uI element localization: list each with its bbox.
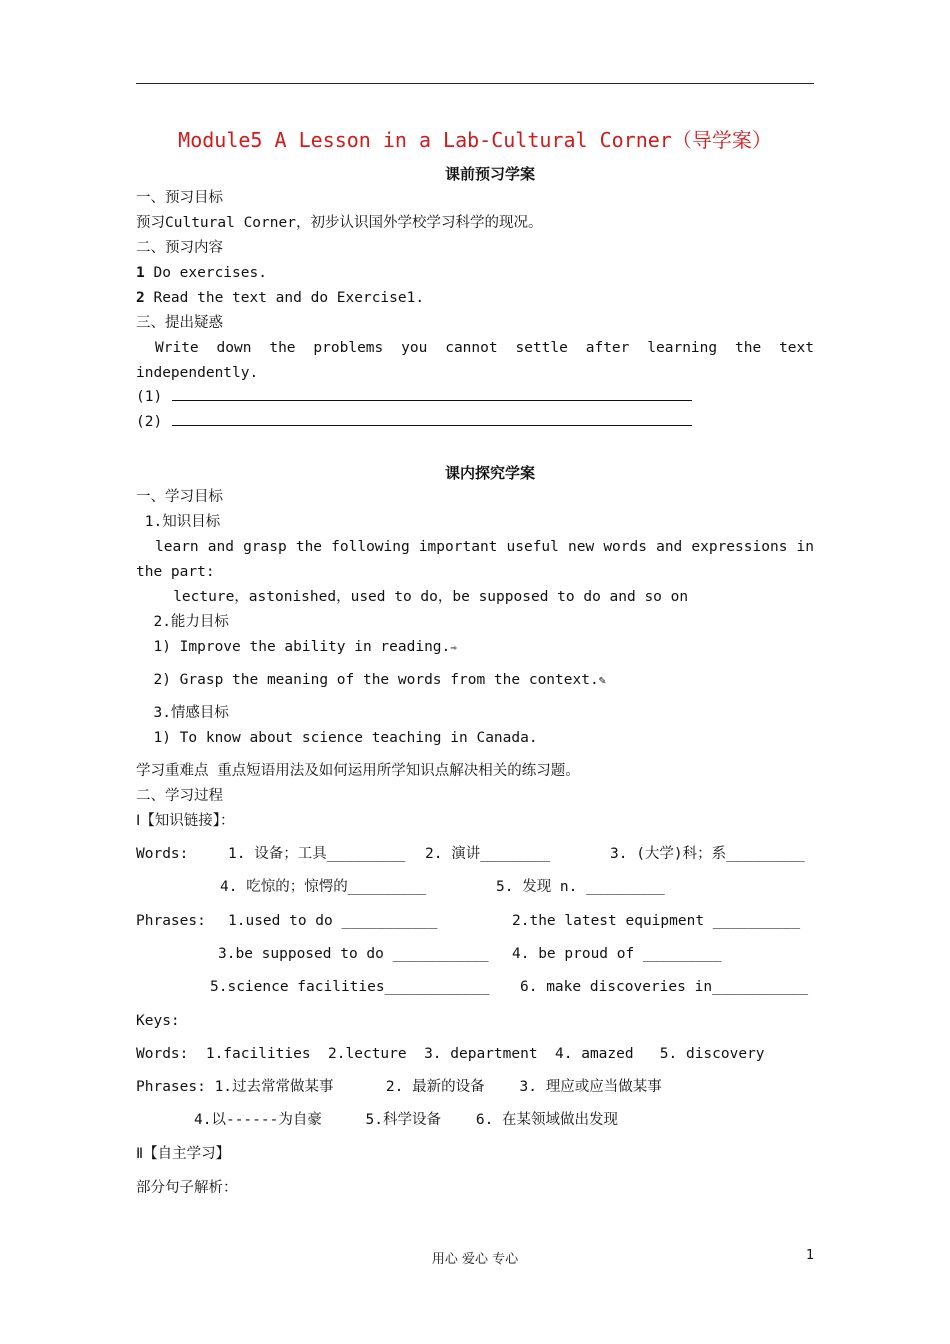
preview-doubt-text-cont: independently. (136, 365, 259, 381)
page-number: 1 (806, 1248, 815, 1263)
word-2: 2. 演讲________ (425, 846, 551, 862)
answer-blank[interactable] (172, 387, 692, 401)
ability-text: 1) Improve the ability in reading. (136, 639, 451, 655)
item-text: Read the text and do Exercise1. (144, 290, 425, 306)
inclass-heading: 课内探究学案 (444, 464, 535, 482)
word-5: 5. 发现 n. _________ (496, 879, 665, 895)
arrow-icon: ⇾ (450, 641, 457, 654)
preview-heading: 课前预习学案 (444, 165, 535, 183)
knowledge-words: lecture，astonished，used to do，be supposed to do and so on (147, 589, 689, 605)
knowledge-text-cont: the part: (136, 564, 215, 580)
preview-doubt-heading: 三、提出疑惑 (136, 315, 223, 331)
word-4: 4. 吃惊的；惊愕的_________ (220, 879, 427, 895)
phrase-3: 3.be supposed to do ___________ (218, 946, 489, 962)
keys-phrases-cont: 4.以------为自豪 5.科学设备 6. 在某领域做出发现 (194, 1112, 619, 1128)
preview-doubt-text: Write down the problems you cannot settle after learning the text (155, 340, 814, 356)
preview-item-1 (136, 263, 267, 283)
preview-content-heading: 二、预习内容 (136, 240, 223, 256)
ability-item-2 (136, 670, 606, 690)
process-heading: 二、学习过程 (136, 788, 223, 804)
ability-heading: 2.能力目标 (136, 614, 229, 630)
item-number: 1 (136, 265, 145, 281)
pencil-icon: ✎ (598, 673, 606, 687)
preview-goal-heading: 一、预习目标 (136, 190, 223, 206)
preview-item-2 (136, 288, 424, 308)
blank-label: (2) (136, 414, 163, 430)
page-footer: 用心 爱心 专心 (431, 1252, 519, 1267)
phrases-label: Phrases: (136, 913, 206, 929)
knowledge-text: learn and grasp the following important useful new words and expressions in (155, 539, 814, 555)
phrase-1: 1.used to do ___________ (228, 913, 438, 929)
keys-words: Words: 1.facilities 2.lecture 3. department 4. amazed 5. discovery (136, 1046, 765, 1062)
word-3: 3. (大学)科；系_________ (610, 846, 805, 862)
key-points: 学习重难点 重点短语用法及如何运用所学知识点解决相关的练习题。 (136, 763, 580, 779)
keys-phrases: Phrases: 1.过去常常做某事 2. 最新的设备 3. 理应或应当做某事 (136, 1079, 662, 1095)
emotion-item-1: 1) To know about science teaching in Canada. (136, 730, 538, 746)
sentence-analysis-heading: 部分句子解析： (136, 1180, 238, 1196)
ability-text: 2) Grasp the meaning of the words from the context. (136, 672, 599, 688)
emotion-heading: 3.情感目标 (136, 705, 229, 721)
word-1: 1. 设备；工具_________ (228, 846, 406, 862)
words-label: Words: (136, 846, 189, 862)
ability-item-1 (136, 637, 457, 658)
blank-line-2 (136, 412, 692, 432)
self-study-heading: Ⅱ【自主学习】 (136, 1146, 231, 1162)
blank-label: (1) (136, 389, 163, 405)
item-text: Do exercises. (144, 265, 267, 281)
item-number: 2 (136, 290, 145, 306)
phrase-5: 5.science facilities____________ (210, 979, 490, 995)
phrase-6: 6. make discoveries in___________ (520, 979, 809, 995)
keys-label: Keys: (136, 1013, 180, 1029)
blank-line-1 (136, 387, 692, 407)
link-heading: Ⅰ【知识链接】： (136, 813, 235, 829)
phrase-2: 2.the latest equipment __________ (512, 913, 801, 929)
answer-blank[interactable] (172, 412, 692, 426)
document-title: Module5 A Lesson in a Lab-Cultural Corner（导学案） (178, 128, 772, 152)
phrase-4: 4. be proud of _________ (512, 946, 722, 962)
knowledge-heading: 1.知识目标 (136, 514, 221, 530)
preview-goal-text: 预习Cultural Corner，初步认识国外学校学习科学的现况。 (136, 215, 543, 231)
header-rule (136, 83, 814, 84)
inclass-goal-heading: 一、学习目标 (136, 489, 223, 505)
